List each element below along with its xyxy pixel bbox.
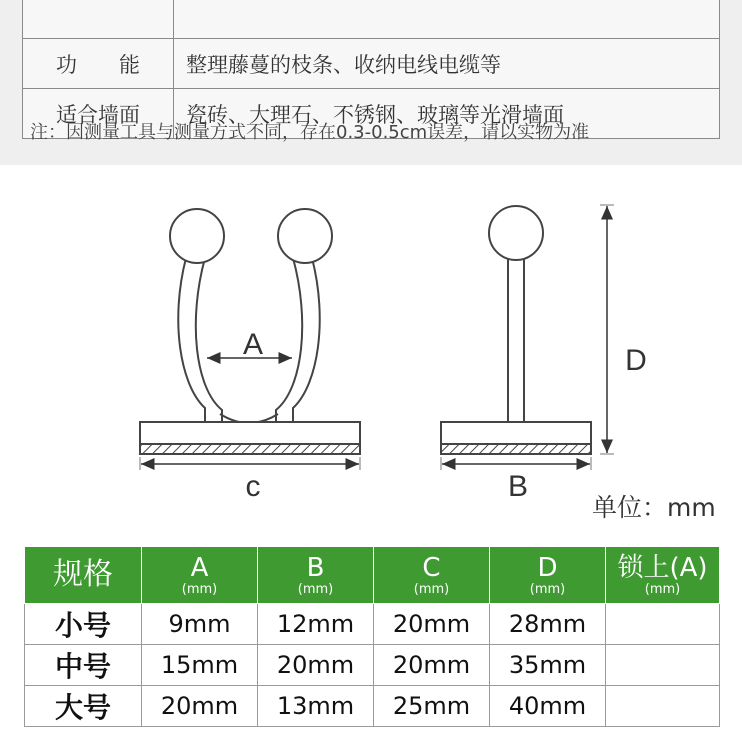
side-base-plate [441,422,591,444]
adhesive-pad [140,444,360,454]
header-label: B [306,552,325,583]
info-key: 适合墙面 [23,89,174,139]
label-d: D [625,344,647,377]
base-plate [140,422,360,444]
header-label: D [537,552,558,583]
spec-header-c [374,547,490,604]
header-unit: (mm) [297,581,334,597]
value-lock [606,686,720,727]
spec-header-row [25,547,720,604]
value-d: 28mm [490,604,606,645]
spec-header-b [258,547,374,604]
spec-table [24,546,720,727]
size-name: 中号 [25,645,142,686]
header-unit: (mm) [181,581,218,597]
value-lock [606,645,720,686]
dimension-diagram [0,170,742,500]
value-c: 25mm [374,686,490,727]
value-a: 15mm [142,645,258,686]
tolerance-note: 注：因测量工具与测量方式不同，存在0.3-0.5cm误差，请以实物为准 [30,122,590,143]
header-unit: (mm) [529,581,566,597]
info-value [174,0,720,39]
value-b: 13mm [258,686,374,727]
side-ball [489,206,543,260]
spec-header-lock [606,547,720,604]
value-c: 20mm [374,604,490,645]
header-label: A [190,552,209,583]
label-b: B [507,470,529,500]
info-key [23,0,174,39]
stem [508,258,524,422]
value-d: 35mm [490,645,606,686]
label-a: A [242,328,264,361]
info-value: 瓷砖、大理石、不锈钢、玻璃等光滑墙面 [174,89,720,139]
info-row-top [23,0,720,39]
right-ball [278,209,332,263]
label-c: c [245,470,261,500]
spec-row-large [25,686,720,727]
left-ball [170,209,224,263]
unit-label: 单位：mm [592,493,716,522]
spec-row-medium [25,645,720,686]
side-view [441,206,591,454]
spec-header-a [142,547,258,604]
size-name: 小号 [25,604,142,645]
value-b: 20mm [258,645,374,686]
spec-header-d [490,547,606,604]
value-a: 20mm [142,686,258,727]
value-a: 9mm [142,604,258,645]
info-panel [0,0,742,165]
info-value: 整理藤蔓的枝条、收纳电线电缆等 [174,39,720,89]
header-unit: (mm) [413,581,450,597]
value-d: 40mm [490,686,606,727]
header-label: 锁上(A) [617,552,708,583]
value-lock [606,604,720,645]
info-key: 功 能 [23,39,174,89]
size-name: 大号 [25,686,142,727]
info-row-function [23,39,720,89]
value-b: 12mm [258,604,374,645]
value-c: 20mm [374,645,490,686]
header-unit: (mm) [644,581,681,597]
spec-header-name: 规格 [25,547,142,604]
side-adhesive-pad [441,444,591,454]
spec-row-small [25,604,720,645]
header-label: C [422,552,441,583]
